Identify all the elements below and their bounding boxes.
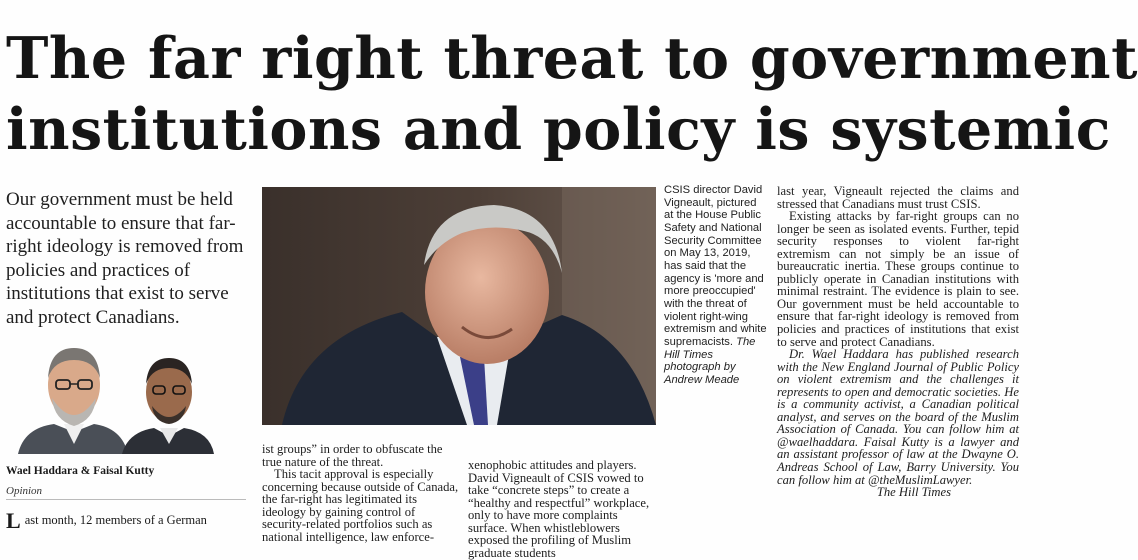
author-bio: Dr. Wael Haddara has published research with the New England Journal of Public Policy on violent extremism and the challenges it represents to open and democratic societies. He is a community activist, a Canadian political analyst, and serves on the board of the Muslim Association of Canada. You can follow him at @waelhaddara. Faisal Kutty is a lawyer and an assistant professor of law at the Dwayne O. Andreas School of Law, Barry University. You can follow him at @theMuslimLawyer.: [777, 347, 1019, 487]
article-column-right: [777, 185, 1019, 499]
photo-vigneault-image: [262, 187, 656, 425]
author-headshot-right: [122, 358, 214, 454]
caption-text: CSIS director David Vigneault, pictured at the House Public Safety and National Security Committee on May 13, 2019, has said that the agency is 'more and more preoccupied' with the threat of violent right-wing extremism and white supremacists.: [664, 184, 767, 348]
author-headshots-image: [14, 340, 214, 454]
deck-subheadline: Our government must be held accountable to ensure that far-right ideology is removed from policies and practices of institutions that exist to serve and protect Canadians.: [6, 189, 244, 328]
news-photo: [262, 187, 656, 425]
photo-credit: The Hill Times photograph by Andrew Meade: [664, 335, 756, 386]
column-a-paragraph-1: ist groups” in order to obfuscate the true nature of the threat.: [262, 442, 443, 469]
byline: Wael Haddara & Faisal Kutty: [6, 465, 155, 477]
byline-divider: [6, 499, 246, 500]
headline-line-1: The far right threat to government: [6, 25, 1138, 92]
article-column-b: [468, 459, 658, 559]
column-a-paragraph-2: This tacit approval is especially concerning because outside of Canada, the far-right has legitimated its ideology by gaining control of security-related portfolios such as national intelligence, law enforce-: [262, 467, 459, 544]
right-paragraph-2: Existing attacks by far-right groups can no longer be seen as isolated events. Further, tepid security responses to violent far-right extremism can not simply be an issue of bureaucratic inertia. These groups continue to publicly operate in Canadian institutions with minimal restraint. The evidence is plain to see. Our government must be held accountable to ensure that far-right ideology is removed from policies and practices of institutions that exist to serve and protect Canadians.: [777, 209, 1019, 349]
photo-caption: [664, 184, 768, 387]
author-headshot-left: [18, 348, 128, 454]
drop-cap: L: [6, 508, 21, 533]
publication-signature: The Hill Times: [876, 485, 951, 500]
column-b-paragraph-1: xenophobic attitudes and players. David Vigneault of CSIS vowed to take “concrete steps” to create a “healthy and respectful” workplace, only to have more complaints surface. When whistleblowers exposed the profiling of Muslim graduate students: [468, 458, 650, 560]
article-column-a: [262, 443, 460, 543]
headline-line-2: institutions and policy is systemic: [6, 96, 1111, 163]
section-kicker: Opinion: [6, 485, 43, 497]
lead-paragraph-start: [6, 508, 246, 533]
lead-text: ast month, 12 members of a German: [24, 513, 207, 527]
right-paragraph-1: last year, Vigneault rejected the claims and stressed that Canadians must trust CSIS.: [777, 184, 1019, 211]
